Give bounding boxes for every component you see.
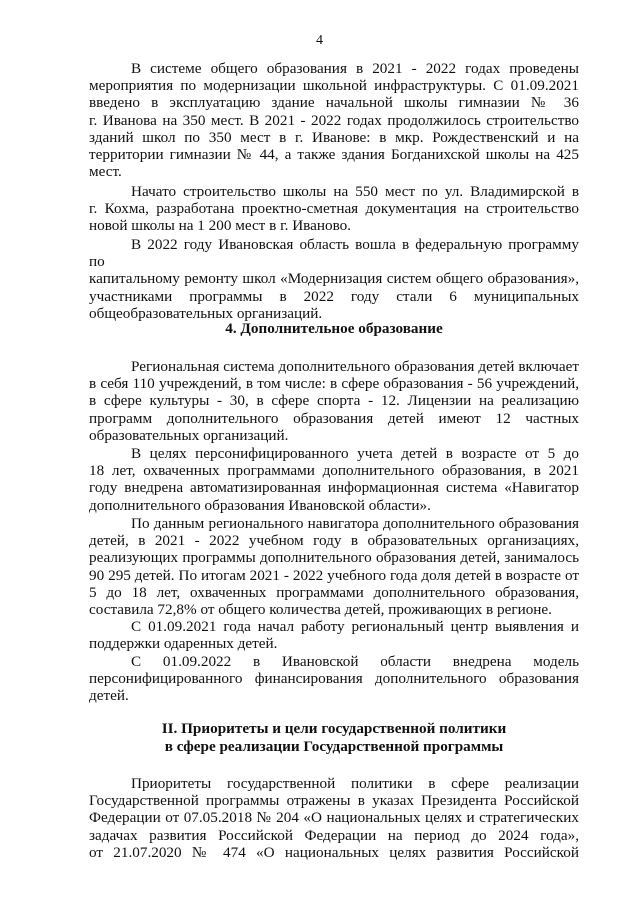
text-line: году внедрена автоматизированная информационная система «Навигатор [89, 479, 579, 497]
text-line: введено в эксплуатацию здание начальной школы гимназии № 36 [89, 94, 579, 112]
text-line: В целях персонифицированного учета детей в возрасте от 5 до [131, 445, 579, 462]
text-line: г. Кохма, разработана проектно-сметная документация на строительство [89, 200, 579, 218]
text-line: В 2022 году Ивановская область вошла в федеральную программу по [89, 236, 579, 271]
paragraph-regional-system [89, 358, 579, 444]
section-heading-priorities-line1: II. Приоритеты и цели государственной политики [161, 720, 507, 737]
text-line: Государственной программы отражены в указах Президента Российской [89, 792, 579, 810]
text-line: г. Иванова на 350 мест. В 2021 - 2022 годах продолжилось строительство [89, 111, 579, 129]
section-heading-priorities-line2: в сфере реализации Государственной программы [164, 738, 504, 755]
text-line: новой школы на 1 200 мест в г. Иваново. [89, 217, 352, 235]
text-line: в сфере культуры - 30, в сфере спорта - 12. Лицензии на реализацию [89, 392, 579, 410]
text-line: поддержки одаренных детей. [89, 635, 278, 653]
text-line: детей. [89, 687, 129, 705]
section-heading-additional-education: 4. Дополнительное образование [225, 320, 443, 337]
text-line: Федерации от 07.05.2018 № 204 «О национальных целях и стратегических [89, 809, 579, 827]
text-line: персонифицированного финансирования дополнительного образования [89, 670, 579, 688]
text-line: 90 295 детей. По итогам 2021 - 2022 учебного года доля детей в возрасте от [89, 566, 579, 584]
paragraph-navigator-system [89, 445, 579, 514]
text-line: от 21.07.2020 № 474 «О национальных целях развития Российской [89, 843, 579, 861]
text-line: реализующих программы дополнительного образования детей, занималось [89, 549, 579, 567]
text-line: задачах развития Российской Федерации на период до 2024 года», [89, 826, 579, 844]
text-line: С 01.09.2021 года начал работу региональный центр выявления и [131, 618, 579, 635]
paragraph-federal-program [89, 236, 579, 322]
text-line: в себя 110 учреждений, в том числе: в сфере образования - 56 учреждений, [89, 375, 579, 393]
text-line: детей, в 2021 - 2022 учебном году в образовательных организациях, [89, 532, 579, 550]
text-line: Начато строительство школы на 550 мест по ул. Владимирской в [131, 183, 579, 200]
text-line: По данным регионального навигатора дополнительного образования [131, 515, 579, 532]
text-line: дополнительного образования Ивановской области». [89, 496, 431, 514]
paragraph-policy-priorities [89, 775, 579, 861]
page-number: 4 [316, 33, 323, 48]
text-line: мероприятия по модернизации школьной инфраструктуры. С 01.09.2021 [89, 77, 579, 95]
paragraph-kokhma-school [89, 183, 579, 235]
text-line: программ дополнительного образования детей имеют 12 частных [89, 409, 579, 427]
text-line: общеобразовательных организаций. [89, 304, 323, 322]
text-line: 18 лет, охваченных программами дополнительного образования, в 2021 [89, 462, 579, 480]
text-line: составила 72,8% от общего количества детей, проживающих в регионе. [89, 601, 552, 619]
paragraph-personified-funding [89, 653, 579, 705]
text-line: 5 до 18 лет, охваченных программами дополнительного образования, [89, 583, 579, 601]
text-line: Приоритеты государственной политики в сфере реализации [131, 775, 579, 792]
text-line: мест. [89, 163, 122, 181]
text-line: капитальному ремонту школ «Модернизация систем общего образования», [89, 270, 579, 288]
text-line: В системе общего образования в 2021 - 2022 годах проведены [131, 60, 579, 77]
paragraph-school-modernization [89, 60, 579, 180]
text-line: зданий школ по 350 мест в г. Иванове: в мкр. Рождественский и на [89, 128, 579, 146]
text-line: С 01.09.2022 в Ивановской области внедрена модель [131, 653, 579, 670]
text-line: участниками программы в 2022 году стали 6 муниципальных [89, 287, 579, 305]
paragraph-gifted-center [89, 618, 579, 652]
text-line: территории гимназии № 44, а также здания Богданихской школы на 425 [89, 146, 579, 164]
text-line: Региональная система дополнительного образования детей включает [131, 358, 579, 375]
text-line: образовательных организаций. [89, 426, 289, 444]
paragraph-navigator-data [89, 515, 579, 618]
